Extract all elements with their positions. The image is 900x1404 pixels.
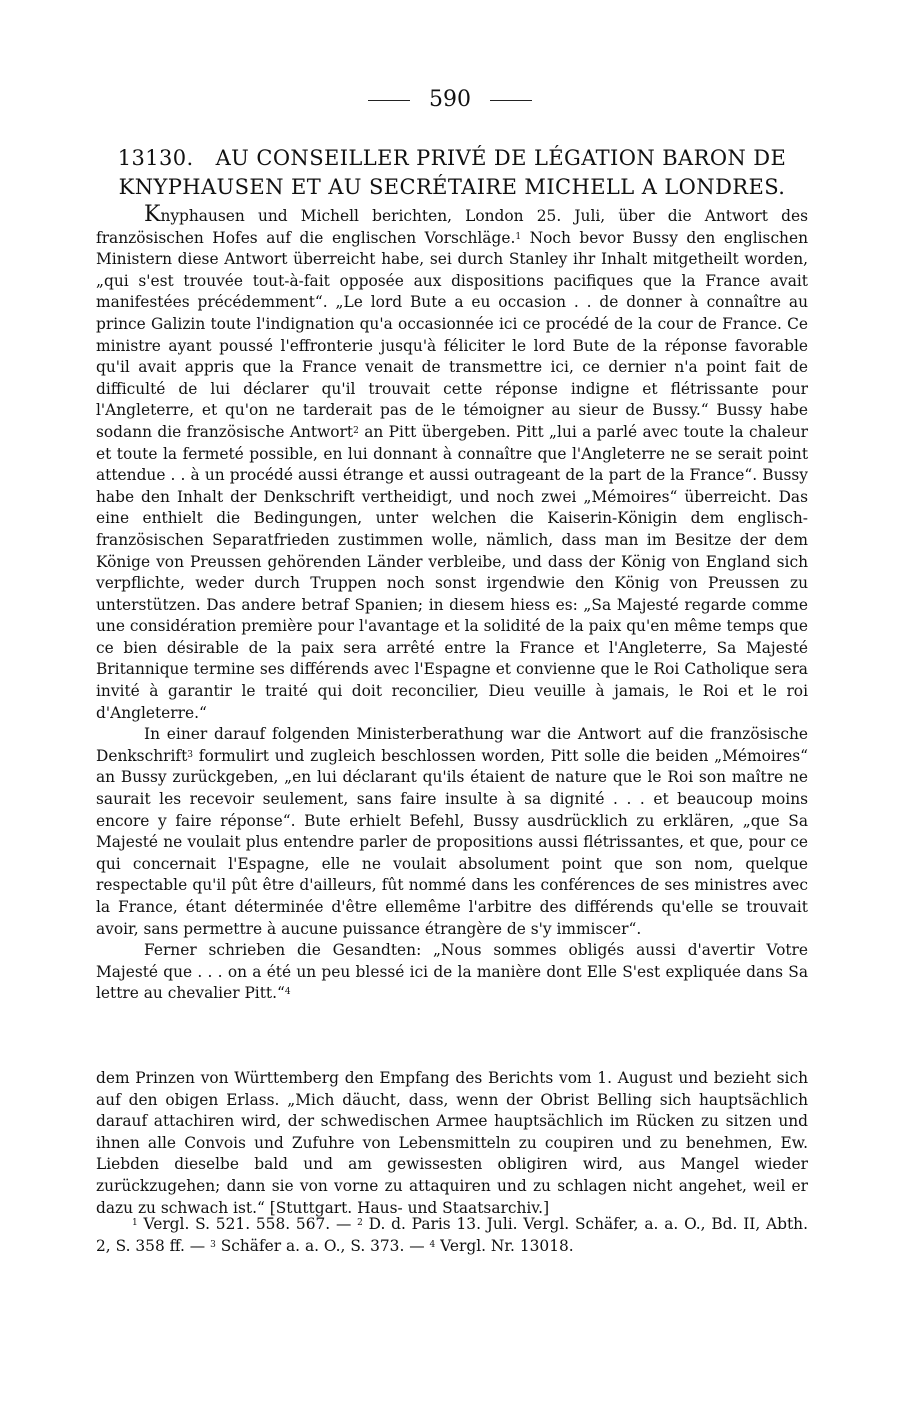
footnote-3: Schäfer a. a. O., S. 373. — [215, 1236, 430, 1255]
footnote-ref-1: 1 [515, 231, 522, 242]
paragraph-2-text-a: In einer darauf folgenden Ministerberathung war die Antwort auf die französische Denkschrift [96, 725, 808, 765]
appendix-paragraph: dem Prinzen von Württemberg den Empfang des Berichts vom 1. August und bezieht sich auf den obigen Erlass. „Mich däucht, dass, wenn der Obrist Belling sich hauptsächlich darauf attachiren wird, der schwedischen Armee hauptsächlich im Rücken zu sitzen und ihnen alle Convois und Zufuhre von Lebensmitteln zu coupiren und zu benehmen, Ew. Liebden dieselbe bald und am gewissesten obligiren wird, aus Mangel wieder zurückzugehen; dann sie von vorne zu attaquiren und zu schlagen nicht angehet, weil er dazu zu schwach ist.“ [Stuttgart. Haus- und Staatsarchiv.] [96, 1069, 808, 1217]
document-number: 13130. [117, 146, 194, 170]
paragraph-1 [96, 202, 808, 724]
footnote-mark-3: 3 [210, 1239, 216, 1250]
paragraph-1-text-a: nyphausen und Michell berichten, London 25. Juli, über die Antwort des französischen Hofes auf die englischen Vorschläge. [96, 207, 808, 247]
paragraph-3 [96, 940, 808, 1005]
footnote-ref-4: 4 [284, 987, 291, 998]
paragraph-2-text-b: formulirt und zugleich beschlossen worden, Pitt solle die beiden „Mémoires“ an Bussy zurückgeben, „en lui déclarant qu'ils étaient de nature que le Roi son maître ne saurait les recevoir seulement, sans faire insulte à sa dignité . . . et beaucoup moins encore y faire réponse“. Bute erhielt Befehl, Bussy ausdrücklich zu erklären, „que Sa Majesté ne voulait plus entendre parler de propositions aussi flétrissantes, et que, pour ce qui concernait l'Espagne, elle ne voulait absolument point que son nom, quelque respectable qu'il pût être d'ailleurs, fût nommé dans les conférences de ses ministres avec la France, étant déterminée d'être ellemême l'arbitre des différends qu'elle se trouvait avoir, sans permettre à aucune puissance étrangère de s'y immiscer“. [96, 746, 808, 938]
footnote-ref-2: 2 [353, 425, 359, 436]
document-title-text: AU CONSEILLER PRIVÉ DE LÉGATION BARON DE KNYPHAUSEN ET AU SECRÉTAIRE MICHELL A LONDRES. [118, 146, 787, 199]
page-number: 590 [429, 87, 471, 112]
footnote-ref-3: 3 [187, 749, 194, 760]
footnote-list [96, 1214, 808, 1257]
main-text [96, 202, 808, 1005]
header-rule-right [490, 100, 532, 101]
footnote-1: Vergl. S. 521. 558. 567. — [137, 1215, 358, 1233]
header-rule-left [368, 100, 410, 101]
paragraph-1-text-c: an Pitt übergeben. Pitt „lui a parlé avec toute la chaleur et toute la fermeté possible, en lui donnant à connaître que l'Angleterre ne se serait point attendue . . à un procédé aussi étrange et aussi outrageant de la part de la France“. Bussy habe den Inhalt der Denkschrift vertheidigt, und noch zwei „Mémoires“ überreicht. Das eine enthielt die Bedingungen, unter welchen die Kaiserin-Königin dem englisch-französischen Separatfrieden zustimmen wolle, nämlich, dass man im Besitze der dem Könige von Preussen gehörenden Länder verbleibe, und dass der König von England sich verpflichte, weder durch Truppen noch sonst irgendwie den König von Preussen zu unterstützen. Das andere betraf Spanien; in diesem hiess es: „Sa Majesté regarde comme une considération première pour l'avantage et la solidité de la paix qu'en même temps que ce bien désirable de la paix sera arrêté entre la France et l'Angleterre, Sa Majesté Britannique termine ses différends avec l'Espagne et convienne que le Roi Catholique sera invité à garantir le traité qui doit reconcilier, Dieu veuille à jamais, le Roi et le roi d'Angleterre.“ [96, 422, 808, 722]
footnote-mark-2: 2 [357, 1218, 363, 1228]
document-title [96, 144, 808, 202]
paragraph-2 [96, 724, 808, 940]
footnote-mark-1: 1 [132, 1218, 138, 1228]
footnote-2: D. d. Paris 13. Juli. Vergl. Schäfer, a. a. O., Bd. II, Abth. 2, S. 358 ff. — [96, 1215, 808, 1255]
footnotes [96, 1214, 808, 1257]
footnote-mark-4: 4 [429, 1239, 436, 1250]
appendix-text [96, 1068, 808, 1219]
footnote-4: Vergl. Nr. 13018. [435, 1236, 574, 1255]
paragraph-3-text: Ferner schrieben die Gesandten: „Nous sommes obligés aussi d'avertir Votre Majesté que . . . on a été un peu blessé ici de la manière dont Elle S'est expliquée dans Sa lettre au chevalier Pitt.“ [96, 941, 808, 1003]
page-header [0, 86, 900, 114]
initial-letter: K [144, 202, 161, 227]
paragraph-1-text-b: Noch bevor Bussy den englischen Ministern diese Antwort überreicht habe, sei durch Stanley ihr Inhalt mitgetheilt worden, „qui s'est trouvée tout-à-fait opposée aux dispositions pacifiques que la France avait manifestées précédemment“. „Le lord Bute a eu occasion . . de donner à connaître au prince Galizin toute l'indignation qu'a occasionnée ici ce procédé de la cour de France. Ce ministre ayant poussé l'effronterie jusqu'à féliciter le lord Bute de la réponse favorable qu'il avait appris que la France venait de transmettre ici, ce dernier n'a point fait de difficulté de lui déclarer qu'il trouvait cette réponse indigne et flétrissante pour l'Angleterre, et qu'on ne tarderait pas de le témoigner au sieur de Bussy.“ Bussy habe sodann die französische Antwort [96, 228, 808, 441]
